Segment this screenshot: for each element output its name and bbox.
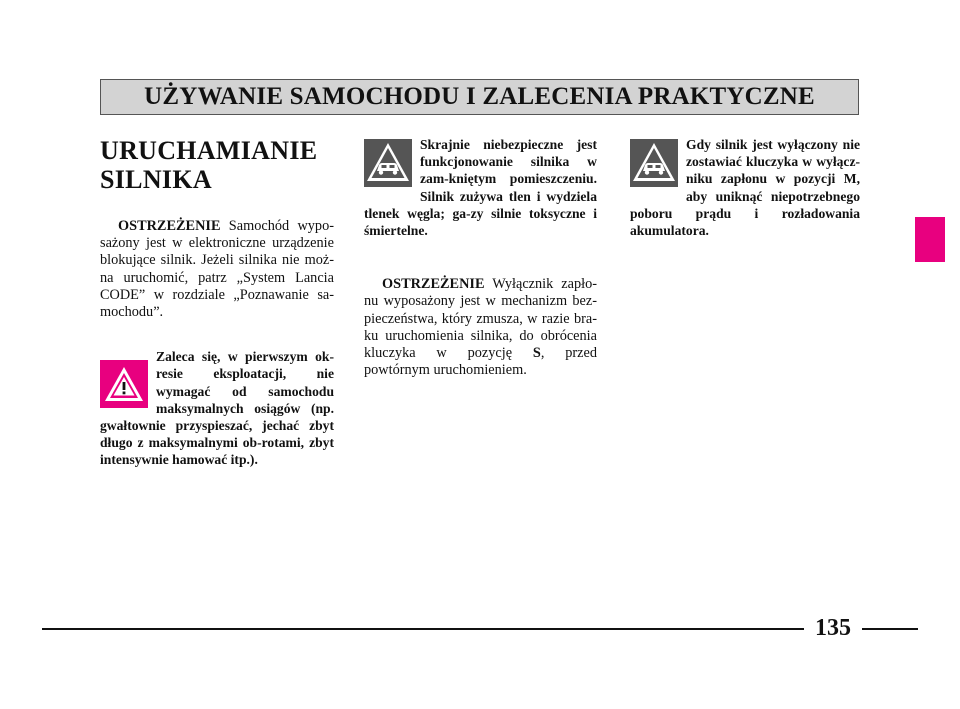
- warning-lead: OSTRZEŻENIE: [118, 218, 221, 234]
- column-2: [364, 136, 597, 379]
- warning-triangle-icon: [100, 360, 148, 408]
- section-title: URUCHAMIANIE SILNIKA: [100, 136, 318, 194]
- footer-rule-left: [42, 628, 804, 630]
- caution-text: Zaleca się, w pierwszym ok-resie eksploatacji, nie wymagać od samochodu maksymalnych osiągów (np. gwałtownie przyspieszać, jechać zbyt długo z maksymalnymi ob-rotami, zbyt intensywnie hamować itp.).: [100, 349, 334, 468]
- warning-lead: OSTRZEŻENIE: [382, 276, 485, 293]
- danger-text: Skrajnie niebezpieczne jest funkcjonowanie silnika w zam-kniętym pomieszczeniu. Silnik zużywa tlen i wydziela tlenek węgla; ga-zy silnie toksyczne i śmiertelne.: [364, 137, 597, 239]
- running-in-caution: [100, 348, 334, 468]
- chapter-tab-marker: [915, 217, 945, 262]
- exhaust-danger-note: [364, 136, 597, 239]
- warning-body: Samochód wypo-sażony jest w elektroniczne urządzenie blokujące silnik. Jeżeli silnika nie moż-na uruchomić, patrz „System Lancia CODE” w rozdziale „Poznawanie sa-mochodu”.: [100, 218, 334, 321]
- car-warning-icon: [364, 139, 412, 187]
- immobilizer-warning: [100, 218, 334, 321]
- note-text: Gdy silnik jest wyłączony nie zostawiać kluczyka w wyłącz-niku zapłonu w pozycji M, aby uniknąć niepotrzebnego poboru prądu i rozładowania akumulatora.: [630, 137, 860, 239]
- chapter-header: [100, 79, 859, 115]
- ignition-warning: OSTRZEŻENIE Wyłącznik zapło-nu wyposażony jest w mechanizm bez-pieczeństwa, który zmusza, w razie bra-ku uruchomienia silnika, do obrócenia kluczyka w pozycję S, przed powtórnym uruchomieniem.: [364, 276, 597, 379]
- column-1: [100, 136, 334, 469]
- car-warning-icon: [630, 139, 678, 187]
- column-3: [630, 136, 860, 239]
- page-number: 135: [815, 615, 851, 641]
- battery-drain-note: [630, 136, 860, 239]
- chapter-title: UŻYWANIE SAMOCHODU I ZALECENIA PRAKTYCZNE: [144, 83, 815, 110]
- footer-rule-right: [862, 628, 918, 630]
- key-position-s: S: [532, 345, 541, 362]
